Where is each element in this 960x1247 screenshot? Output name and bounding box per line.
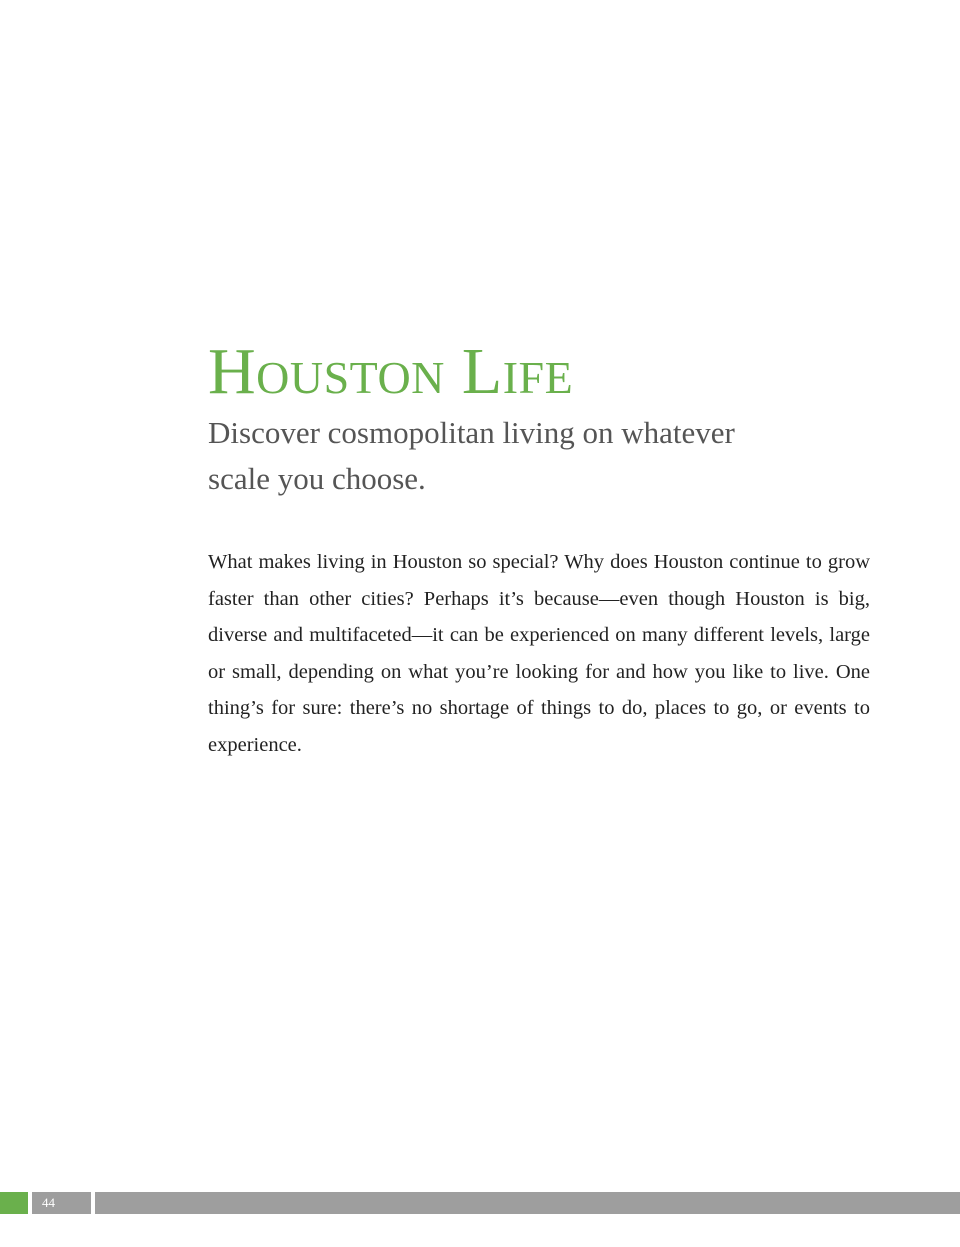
article: [208, 332, 870, 764]
footer-bar: [95, 1192, 960, 1214]
page-title: Houston Life: [208, 335, 574, 408]
page-footer: [0, 1192, 960, 1214]
body-paragraph: What makes living in Houston so special? Why does Houston continue to grow faster than other cities? Perhaps it’s because—even though Houston is big, diverse and multifaceted—it can be experienced on many different levels, large or small, depending on what you’re looking for and how you like to live. One thing’s for sure: there’s no shortage of things to do, places to go, or events to experience.: [208, 551, 870, 756]
footer-accent-block: [0, 1192, 28, 1214]
page-number: 44: [32, 1192, 91, 1214]
page-subtitle: Discover cosmopolitan living on whatever scale you choose.: [208, 415, 735, 496]
